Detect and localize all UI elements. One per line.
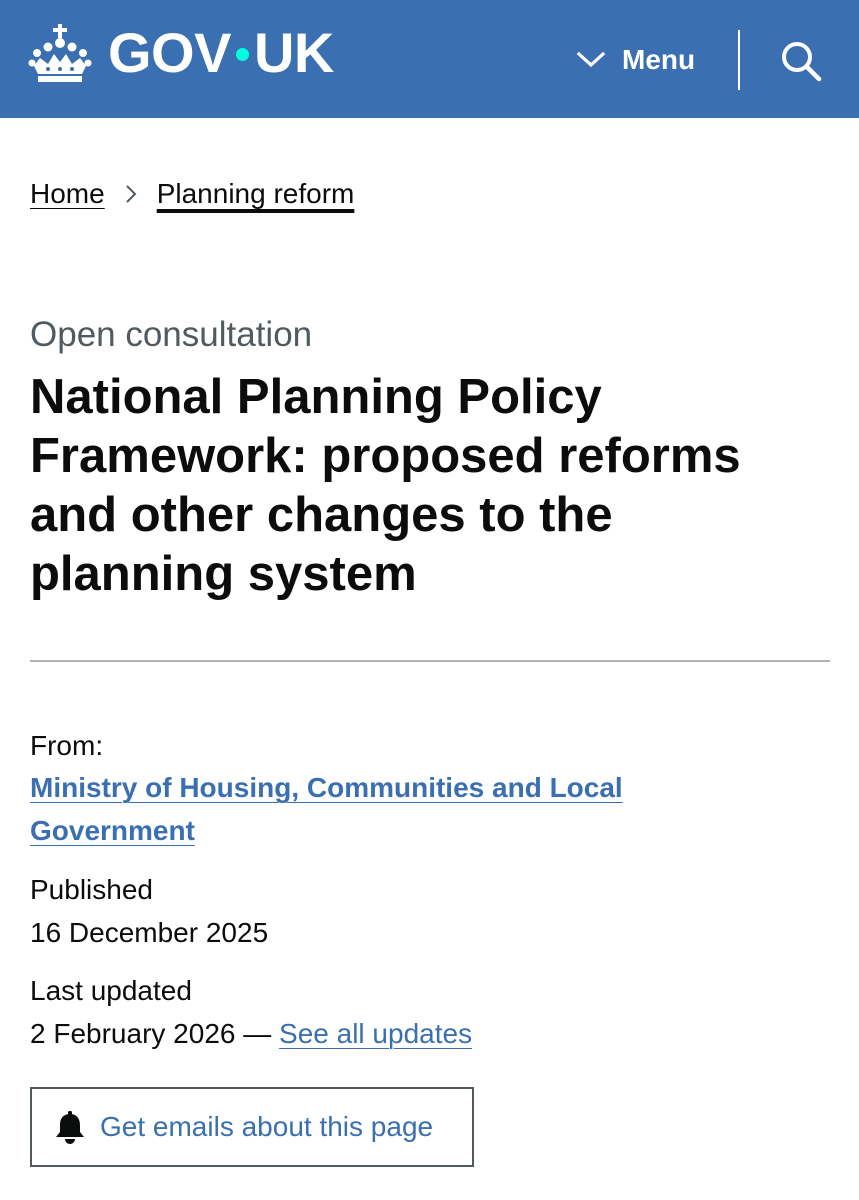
last-updated-date: 2 February 2026 — xyxy=(30,1018,280,1049)
last-updated-label: Last updated xyxy=(30,975,192,1006)
page-title: National Planning Policy Framework: proposed reforms and other changes to the planning system xyxy=(30,370,741,601)
wordmark-uk: UK xyxy=(253,21,334,84)
chevron-down-icon xyxy=(576,50,606,70)
crown-icon xyxy=(28,22,92,84)
section-divider xyxy=(30,660,830,662)
govuk-logo-link[interactable] xyxy=(28,22,334,84)
breadcrumb-planning-reform-link[interactable]: Planning reform xyxy=(156,178,355,209)
last-updated-row xyxy=(30,1012,472,1055)
breadcrumb xyxy=(30,174,354,214)
chevron-right-icon xyxy=(121,180,141,208)
bell-icon xyxy=(54,1110,86,1144)
organisation-link[interactable]: Ministry of Housing, Communities and Local Government xyxy=(30,772,623,846)
see-all-updates-link[interactable]: See all updates xyxy=(279,1018,473,1049)
menu-label: Menu xyxy=(622,44,696,75)
header-divider xyxy=(738,30,740,90)
get-emails-button[interactable] xyxy=(30,1087,474,1167)
published-label: Published xyxy=(30,874,153,905)
page-caption: Open consultation xyxy=(30,315,313,354)
search-icon xyxy=(778,38,824,84)
published-date: 16 December 2025 xyxy=(30,917,269,948)
wordmark-gov: GOV xyxy=(108,21,231,84)
wordmark-dot xyxy=(236,48,249,61)
get-emails-label: Get emails about this page xyxy=(100,1111,434,1142)
site-header xyxy=(0,0,859,118)
search-button[interactable] xyxy=(778,38,824,84)
govuk-wordmark xyxy=(108,22,334,84)
menu-button[interactable] xyxy=(576,36,695,84)
from-label: From: xyxy=(30,730,104,761)
breadcrumb-home-link[interactable]: Home xyxy=(30,178,105,209)
